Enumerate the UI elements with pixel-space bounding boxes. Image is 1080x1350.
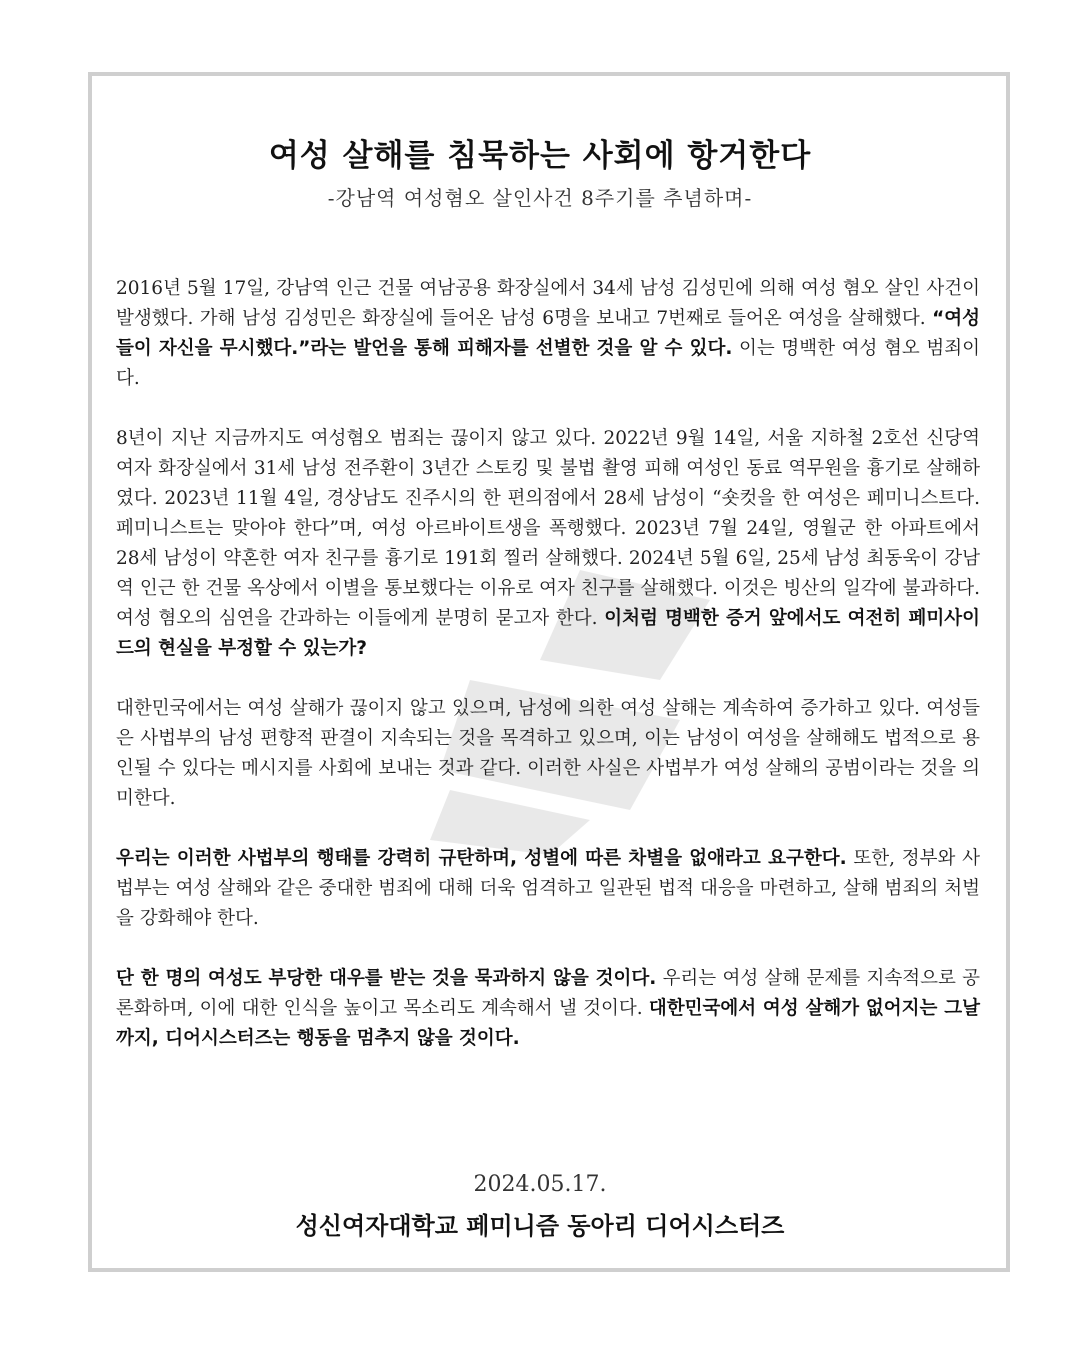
document-subtitle: -강남역 여성혐오 살인사건 8주기를 추념하며- [327,186,753,210]
text-segment: 8년이 지난 지금까지도 여성혐오 범죄는 끊이지 않고 있다. 2022년 9월 14일, 서울 지하철 2호선 신당역 여자 화장실에서 31세 남성 전주환이 3년간 스토킹 및 불법 촬영 피해 여성인 동료 역무원을 흉기로 살해하였다. 2023년 11월 4일, 경상남도 진주시의 한 편의점에서 28세 남성이 “숏컷을 한 여성은 페미니스트다. 페미니스트는 맞아야 한다”며, 여성 아르바이트생을 폭행했다. 2023년 7월 24일, 영월군 한 아파트에서 28세 남성이 약혼한 여자 친구를 흉기로 191회 찔러 살해했다. 2024년 5월 6일, 25세 남성 최동욱이 강남역 인근 한 건물 옥상에서 이별을 통보했다는 이유로 여자 친구를 살해했다. 이것은 빙산의 일각에 불과하다. 여성 혐오의 심연을 간과하는 이들에게 분명히 묻고자 한다. [116,428,980,629]
bold-text-segment: 단 한 명의 여성도 부당한 대우를 받는 것을 묵과하지 않을 것이다. [116,968,657,989]
paragraph [116,964,980,1054]
document-signature-organization: 성신여자대학교 페미니즘 동아리 디어시스터즈 [295,1212,785,1240]
paragraph [116,424,980,664]
text-segment: 또한, 정부와 사법부는 여성 살해와 같은 중대한 범죄에 대해 더욱 엄격하고 일관된 법적 대응을 마련하고, 살해 범죄의 처벌을 강화해야 한다. [116,848,980,929]
bold-text-segment: “여성들이 자신을 무시했다.”라는 발언을 통해 피해자를 선별한 것을 알 수 있다. [116,308,980,359]
bold-text-segment: 우리는 이러한 사법부의 행태를 강력히 규탄하며, 성별에 따른 차별을 없애라고 요구한다. [116,848,847,869]
document-date: 2024.05.17. [473,1172,607,1197]
bold-text-segment: 대한민국에서 여성 살해가 없어지는 그날까지, 디어시스터즈는 행동을 멈추지 않을 것이다. [116,998,980,1049]
paragraph [116,844,980,934]
bold-text-segment: 이처럼 명백한 증거 앞에서도 여전히 페미사이드의 현실을 부정할 수 있는가? [116,608,980,659]
paragraph [116,694,980,814]
text-segment: 이는 명백한 여성 혐오 범죄이다. [116,338,980,389]
document-body [116,274,980,1084]
text-segment: 우리는 여성 살해 문제를 지속적으로 공론화하며, 이에 대한 인식을 높이고 목소리도 계속해서 낼 것이다. [116,968,980,1019]
text-segment: 2016년 5월 17일, 강남역 인근 건물 여남공용 화장실에서 34세 남성 김성민에 의해 여성 혐오 살인 사건이 발생했다. 가해 남성 김성민은 화장실에 들어온 남성 6명을 보내고 7번째로 들어온 여성을 살해했다. [116,278,980,329]
text-segment: 대한민국에서는 여성 살해가 끊이지 않고 있으며, 남성에 의한 여성 살해는 계속하여 증가하고 있다. 여성들은 사법부의 남성 편향적 판결이 지속되는 것을 목격하고 있으며, 이는 남성이 여성을 살해해도 법적으로 용인될 수 있다는 메시지를 사회에 보내는 것과 같다. 이러한 사실은 사법부가 여성 살해의 공범이라는 것을 의미한다. [116,698,980,809]
paragraph [116,274,980,394]
document-title: 여성 살해를 침묵하는 사회에 항거한다 [268,138,812,174]
